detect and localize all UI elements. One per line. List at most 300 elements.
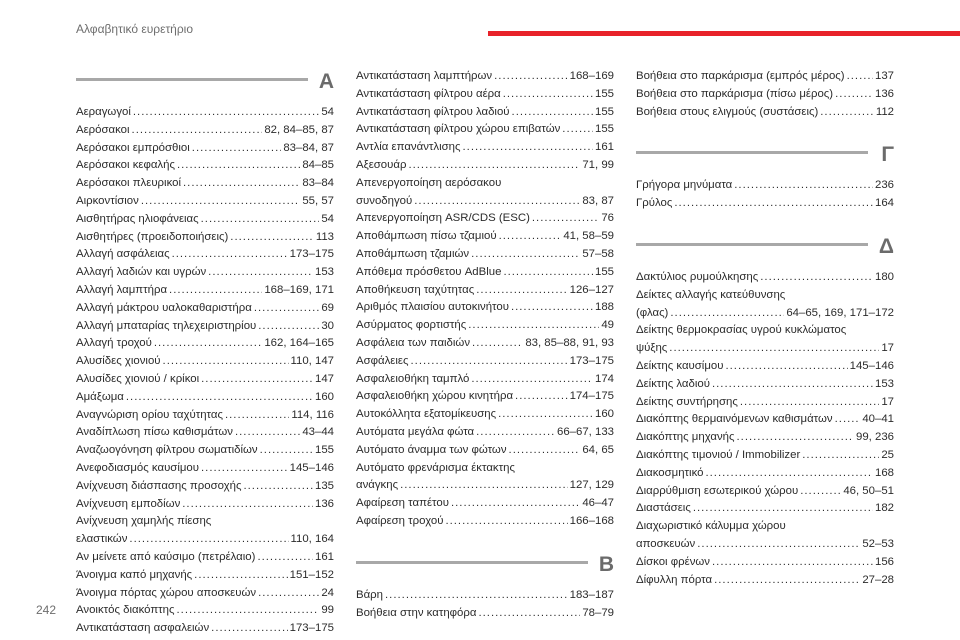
index-entry bbox=[76, 602, 334, 620]
entry-line bbox=[76, 353, 334, 371]
entry-pages[interactable]: 236 bbox=[874, 179, 894, 192]
entry-line bbox=[356, 104, 614, 122]
entry-term: Αισθητήρες (προειδοποιήσεις) bbox=[76, 230, 229, 243]
entry-pages[interactable]: 83–84, 87 bbox=[283, 141, 334, 154]
entry-pages[interactable]: 110, 147 bbox=[290, 355, 334, 368]
entry-line bbox=[636, 104, 894, 122]
entry-pages[interactable]: 168–169 bbox=[569, 70, 614, 82]
entry-line bbox=[76, 602, 334, 620]
entry-term: (φλας) bbox=[636, 306, 669, 319]
entry-term: Αφαίρεση ταπέτου bbox=[356, 497, 449, 510]
index-entry bbox=[636, 483, 894, 501]
leader-dots bbox=[471, 246, 580, 264]
entry-pages[interactable]: 52–53 bbox=[862, 537, 894, 550]
index-entry bbox=[76, 567, 334, 585]
index-entry bbox=[76, 620, 334, 638]
index-entry bbox=[76, 318, 334, 336]
entry-term: Ανίχνευση χαμηλής πίεσης bbox=[76, 515, 212, 528]
entry-term: Δείκτης καυσίμου bbox=[636, 359, 724, 372]
entry-term: Διακόπτης μηχανής bbox=[636, 431, 735, 444]
entry-pages[interactable]: 155 bbox=[314, 444, 334, 457]
leader-dots bbox=[385, 587, 568, 605]
entry-line bbox=[636, 429, 894, 447]
leader-dots bbox=[201, 460, 288, 478]
index-entry bbox=[356, 282, 614, 300]
entry-pages[interactable]: 113 bbox=[315, 230, 334, 243]
leader-dots bbox=[712, 554, 873, 572]
index-entry bbox=[76, 140, 334, 158]
entry-pages[interactable]: 136 bbox=[874, 87, 894, 100]
index-entry bbox=[76, 585, 334, 603]
entry-pages[interactable]: 84–85 bbox=[302, 159, 334, 172]
entry-term: Ασφαλειοθήκη ταμπλό bbox=[356, 372, 470, 385]
entry-pages[interactable]: 54 bbox=[321, 106, 334, 118]
index-entry bbox=[356, 605, 614, 623]
section-heading bbox=[636, 233, 894, 267]
entry-pages[interactable]: 174 bbox=[594, 372, 614, 385]
entry-pages[interactable]: 27–28 bbox=[862, 573, 894, 586]
index-entry bbox=[356, 513, 614, 531]
section-rule bbox=[636, 243, 868, 246]
index-entry bbox=[356, 388, 614, 406]
index-entry bbox=[76, 424, 334, 442]
index-entry bbox=[356, 175, 614, 211]
entry-pages[interactable]: 112 bbox=[875, 105, 894, 118]
index-entry bbox=[76, 389, 334, 407]
leader-dots bbox=[258, 318, 319, 336]
entry-pages[interactable]: 17 bbox=[881, 342, 894, 355]
entry-term: Ασφάλειες bbox=[356, 354, 409, 367]
entry-term: Αντικατάσταση φίλτρου αέρα bbox=[356, 87, 501, 100]
entry-term: Ανεφοδιασμός καυσίμου bbox=[76, 461, 199, 474]
entry-term: Αλλαγή λαμπτήρα bbox=[76, 283, 168, 296]
leader-dots bbox=[835, 411, 861, 429]
index-entry bbox=[76, 229, 334, 247]
entry-pages[interactable]: 76 bbox=[601, 212, 614, 225]
entry-line bbox=[76, 246, 334, 264]
leader-dots bbox=[478, 605, 580, 623]
section-letter: Δ bbox=[878, 234, 894, 258]
entry-line bbox=[76, 620, 334, 638]
leader-dots bbox=[693, 500, 873, 518]
entry-pages[interactable]: 71, 99 bbox=[582, 158, 614, 171]
entry-term: Γρήγορα μηνύματα bbox=[636, 179, 733, 192]
index-column-2 bbox=[356, 68, 614, 622]
entry-term: Αερόσακοι κεφαλής bbox=[76, 159, 175, 172]
entry-pages[interactable]: 83–84 bbox=[302, 177, 334, 190]
entry-term: Αποθάμπωση πίσω τζαμιού bbox=[356, 230, 497, 243]
index-entry bbox=[356, 424, 614, 442]
entry-pages[interactable]: 46, 50–51 bbox=[843, 484, 894, 497]
leader-dots bbox=[201, 211, 320, 229]
entry-line bbox=[356, 175, 614, 193]
entry-line bbox=[76, 442, 334, 460]
index-entry bbox=[76, 157, 334, 175]
entry-pages[interactable]: 64–65, 169, 171–172 bbox=[786, 306, 894, 319]
entry-line bbox=[356, 282, 614, 300]
entry-pages[interactable]: 145–146 bbox=[289, 461, 334, 474]
index-entry bbox=[76, 407, 334, 425]
entry-term: Αντλία επανάντλισης bbox=[356, 141, 461, 154]
section-rule bbox=[76, 78, 308, 81]
entry-pages[interactable]: 110, 164 bbox=[290, 533, 334, 546]
entry-line bbox=[356, 406, 614, 424]
leader-dots bbox=[494, 68, 568, 86]
section-spacer bbox=[636, 213, 894, 233]
entry-pages[interactable]: 168–169, 171 bbox=[264, 283, 334, 296]
index-entry bbox=[76, 496, 334, 514]
entry-pages[interactable]: 99, 236 bbox=[855, 431, 894, 444]
entry-pages[interactable]: 160 bbox=[314, 390, 334, 403]
entry-line bbox=[356, 86, 614, 104]
entry-pages[interactable]: 153 bbox=[874, 377, 894, 390]
entry-pages[interactable]: 162, 164–165 bbox=[264, 337, 334, 350]
entry-term: Αντικατάσταση φίλτρου χώρου επιβατών bbox=[356, 123, 561, 136]
entry-pages[interactable]: 145–146 bbox=[849, 359, 894, 372]
entry-pages[interactable]: 40–41 bbox=[862, 413, 894, 426]
leader-dots bbox=[725, 358, 847, 376]
entry-term: Άνοιγμα πόρτας χώρου αποσκευών bbox=[76, 586, 257, 599]
entry-line bbox=[636, 86, 894, 104]
entry-term: Ασύρματος φορτιστής bbox=[356, 319, 467, 332]
entry-term: Βοήθεια στους ελιγμούς (συστάσεις) bbox=[636, 105, 819, 118]
entry-line bbox=[356, 210, 614, 228]
entry-pages[interactable]: 57–58 bbox=[582, 247, 614, 260]
entry-term: Αποθήκευση ταχύτητας bbox=[356, 283, 475, 296]
leader-dots bbox=[740, 394, 879, 412]
entry-line bbox=[76, 460, 334, 478]
index-entry bbox=[636, 394, 894, 412]
entry-pages[interactable]: 180 bbox=[874, 270, 894, 283]
entry-line bbox=[76, 371, 334, 389]
entry-term: ελαστικών bbox=[76, 533, 128, 546]
index-entry bbox=[636, 86, 894, 104]
index-entry bbox=[356, 460, 614, 496]
index-column-1 bbox=[76, 68, 334, 638]
leader-dots bbox=[515, 388, 568, 406]
entry-pages[interactable]: 137 bbox=[874, 70, 894, 82]
entry-pages[interactable]: 17 bbox=[881, 395, 894, 408]
entry-pages[interactable]: 151–152 bbox=[289, 568, 334, 581]
leader-dots bbox=[257, 549, 313, 567]
index-entry bbox=[356, 246, 614, 264]
entry-pages[interactable]: 160 bbox=[594, 408, 614, 421]
section-letter: B bbox=[598, 552, 614, 576]
entry-pages[interactable]: 127, 129 bbox=[569, 479, 614, 492]
entry-term: ανάγκης bbox=[356, 479, 399, 492]
index-entry bbox=[356, 104, 614, 122]
entry-pages[interactable]: 183–187 bbox=[569, 588, 614, 601]
entry-pages[interactable]: 30 bbox=[321, 319, 334, 332]
entry-term: Αλυσίδες χιονιού bbox=[76, 355, 161, 368]
entry-pages[interactable]: 49 bbox=[601, 319, 614, 332]
entry-line bbox=[356, 139, 614, 157]
leader-dots bbox=[734, 177, 873, 195]
entry-line bbox=[76, 264, 334, 282]
leader-dots bbox=[847, 68, 873, 86]
entry-term: Αυτόματο άναμμα των φώτων bbox=[356, 443, 507, 456]
entry-pages[interactable]: 153 bbox=[314, 266, 334, 279]
leader-dots bbox=[670, 305, 784, 323]
index-entry bbox=[636, 411, 894, 429]
index-entry bbox=[636, 554, 894, 572]
entry-term: Αντικατάσταση φίλτρου λαδιού bbox=[356, 105, 510, 118]
leader-dots bbox=[697, 536, 860, 554]
entry-term: Ασφαλειοθήκη χώρου κινητήρα bbox=[356, 390, 514, 403]
entry-term: Δίσκοι φρένων bbox=[636, 555, 710, 568]
leader-dots bbox=[760, 269, 873, 287]
index-entry bbox=[356, 353, 614, 371]
section-spacer bbox=[636, 121, 894, 141]
entry-term: Αιρκοντίσιον bbox=[76, 194, 139, 207]
index-entry bbox=[636, 177, 894, 195]
entry-line bbox=[636, 554, 894, 572]
entry-line bbox=[76, 140, 334, 158]
entry-line bbox=[636, 376, 894, 394]
leader-dots bbox=[820, 104, 874, 122]
entry-pages[interactable]: 155 bbox=[594, 105, 614, 118]
entry-term: Βοήθεια στο παρκάρισμα (εμπρός μέρος) bbox=[636, 70, 845, 82]
entry-line bbox=[356, 335, 614, 353]
entry-line bbox=[356, 513, 614, 531]
entry-term: Απενεργοποίηση ASR/CDS (ESC) bbox=[356, 212, 530, 225]
leader-dots bbox=[451, 495, 580, 513]
entry-term: Ανίχνευση εμποδίων bbox=[76, 497, 181, 510]
index-entry bbox=[76, 122, 334, 140]
entry-term: Δακτύλιος ρυμούλκησης bbox=[636, 270, 759, 283]
entry-line bbox=[636, 322, 894, 340]
entry-pages[interactable]: 46–47 bbox=[582, 497, 614, 510]
leader-dots bbox=[476, 424, 555, 442]
entry-term: Άνοιγμα καπό μηχανής bbox=[76, 568, 193, 581]
entry-term: Αερόσακοι bbox=[76, 123, 130, 136]
entry-line bbox=[356, 157, 614, 175]
page-header-title: Αλφαβητικό ευρετήριο bbox=[76, 22, 194, 36]
entry-line bbox=[636, 536, 894, 554]
entry-pages[interactable]: 78–79 bbox=[582, 606, 614, 619]
entry-line bbox=[76, 478, 334, 496]
leader-dots bbox=[177, 157, 300, 175]
entry-line bbox=[76, 318, 334, 336]
leader-dots bbox=[260, 442, 313, 460]
index-entry bbox=[636, 322, 894, 358]
leader-dots bbox=[163, 353, 289, 371]
entry-line bbox=[636, 572, 894, 590]
entry-pages[interactable]: 188 bbox=[594, 301, 614, 314]
entry-pages[interactable]: 173–175 bbox=[289, 622, 334, 635]
index-entry bbox=[356, 371, 614, 389]
entry-line bbox=[356, 246, 614, 264]
entry-line bbox=[356, 388, 614, 406]
index-entry bbox=[636, 287, 894, 323]
entry-term: Αισθητήρας ηλιοφάνειας bbox=[76, 212, 199, 225]
entry-line bbox=[356, 317, 614, 335]
entry-term: Αντικατάσταση ασφαλειών bbox=[76, 622, 210, 635]
entry-line bbox=[636, 447, 894, 465]
entry-pages[interactable]: 24 bbox=[321, 586, 334, 599]
leader-dots bbox=[736, 429, 854, 447]
entry-pages[interactable]: 156 bbox=[874, 555, 894, 568]
leader-dots bbox=[192, 140, 282, 158]
entry-pages[interactable]: 83, 87 bbox=[582, 194, 614, 207]
index-entry bbox=[76, 264, 334, 282]
leader-dots bbox=[462, 139, 593, 157]
entry-term: αποσκευών bbox=[636, 537, 696, 550]
entry-line bbox=[356, 68, 614, 86]
entry-pages[interactable]: 82, 84–85, 87 bbox=[264, 123, 334, 136]
index-entry bbox=[636, 376, 894, 394]
entry-pages[interactable]: 164 bbox=[874, 197, 894, 210]
entry-term: Διαρρύθμιση εσωτερικού χώρου bbox=[636, 484, 799, 497]
leader-dots bbox=[471, 371, 593, 389]
entry-term: Αναγνώριση ορίου ταχύτητας bbox=[76, 408, 223, 421]
index-entry bbox=[636, 68, 894, 86]
section-letter: A bbox=[318, 70, 334, 93]
entry-term: Αποθάμπωση τζαμιών bbox=[356, 247, 470, 260]
entry-line bbox=[76, 229, 334, 247]
entry-line bbox=[356, 193, 614, 211]
entry-pages[interactable]: 161 bbox=[314, 550, 334, 563]
index-entry bbox=[76, 282, 334, 300]
entry-pages[interactable]: 155 bbox=[594, 87, 614, 100]
index-entry bbox=[356, 264, 614, 282]
entry-pages[interactable]: 135 bbox=[314, 479, 334, 492]
entry-line bbox=[76, 157, 334, 175]
leader-dots bbox=[532, 210, 599, 228]
entry-term: Απόθεμα πρόσθετου AdBlue bbox=[356, 265, 502, 278]
entry-line bbox=[636, 68, 894, 86]
entry-line bbox=[356, 264, 614, 282]
entry-term: Βάρη bbox=[356, 588, 383, 601]
entry-pages[interactable]: 173–175 bbox=[289, 248, 334, 261]
entry-term: Δείκτης θερμοκρασίας υγρού κυκλώματος bbox=[636, 324, 847, 337]
leader-dots bbox=[714, 572, 860, 590]
index-entry bbox=[76, 193, 334, 211]
entry-line bbox=[636, 340, 894, 358]
entry-line bbox=[76, 389, 334, 407]
index-entry bbox=[636, 518, 894, 554]
entry-term: Διαχωριστικό κάλυμμα χώρου bbox=[636, 520, 786, 533]
index-entry bbox=[636, 465, 894, 483]
entry-pages[interactable]: 43–44 bbox=[302, 426, 334, 439]
index-entry bbox=[356, 121, 614, 139]
entry-term: Ανίχνευση διάσπασης προσοχής bbox=[76, 479, 242, 492]
entry-line bbox=[76, 335, 334, 353]
leader-dots bbox=[511, 299, 593, 317]
entry-pages[interactable]: 69 bbox=[321, 301, 334, 314]
leader-dots bbox=[674, 195, 873, 213]
section-rule bbox=[356, 561, 588, 564]
entry-term: Αφαίρεση τροχού bbox=[356, 514, 444, 527]
entry-pages[interactable]: 54 bbox=[321, 212, 334, 225]
index-entry bbox=[76, 442, 334, 460]
entry-line bbox=[636, 177, 894, 195]
entry-line bbox=[636, 518, 894, 536]
index-entry bbox=[356, 406, 614, 424]
entry-line bbox=[76, 122, 334, 140]
entry-pages[interactable]: 166–168 bbox=[569, 514, 614, 527]
entry-pages[interactable]: 155 bbox=[594, 123, 614, 136]
entry-term: Διαστάσεις bbox=[636, 502, 691, 515]
index-entry bbox=[76, 549, 334, 567]
leader-dots bbox=[562, 121, 593, 139]
index-entry bbox=[356, 495, 614, 513]
leader-dots bbox=[258, 585, 319, 603]
entry-line bbox=[636, 287, 894, 305]
entry-pages[interactable]: 99 bbox=[321, 604, 334, 617]
entry-pages[interactable]: 114, 116 bbox=[291, 408, 334, 421]
index-entry bbox=[636, 572, 894, 590]
entry-pages[interactable]: 55, 57 bbox=[302, 194, 334, 207]
entry-line bbox=[356, 299, 614, 317]
leader-dots bbox=[414, 193, 580, 211]
entry-term: ψύξης bbox=[636, 342, 668, 355]
entry-pages[interactable]: 182 bbox=[874, 502, 894, 515]
entry-line bbox=[356, 477, 614, 495]
entry-pages[interactable]: 168 bbox=[874, 466, 894, 479]
entry-pages[interactable]: 66–67, 133 bbox=[556, 425, 614, 438]
entry-pages[interactable]: 64, 65 bbox=[582, 443, 614, 456]
index-entry bbox=[636, 447, 894, 465]
entry-line bbox=[76, 193, 334, 211]
leader-dots bbox=[669, 340, 879, 358]
leader-dots bbox=[183, 175, 300, 193]
leader-dots bbox=[503, 86, 593, 104]
leader-dots bbox=[498, 406, 593, 424]
leader-dots bbox=[133, 104, 319, 122]
index-entry bbox=[76, 335, 334, 353]
entry-term: Αεραγωγοί bbox=[76, 106, 131, 118]
entry-line bbox=[636, 195, 894, 213]
index-entry bbox=[356, 317, 614, 335]
entry-term: Αριθμός πλαισίου αυτοκινήτου bbox=[356, 301, 509, 314]
index-entry bbox=[76, 353, 334, 371]
section-heading bbox=[636, 141, 894, 175]
entry-pages[interactable]: 155 bbox=[594, 265, 614, 278]
leader-dots bbox=[254, 300, 320, 318]
entry-line bbox=[76, 424, 334, 442]
entry-pages[interactable]: 126–127 bbox=[569, 283, 614, 296]
entry-line bbox=[636, 483, 894, 501]
entry-pages[interactable]: 41, 58–59 bbox=[563, 230, 614, 243]
entry-line bbox=[356, 353, 614, 371]
index-entry bbox=[76, 513, 334, 549]
entry-term: Ασφάλεια των παιδιών bbox=[356, 336, 471, 349]
entry-term: Αναδίπλωση πίσω καθισμάτων bbox=[76, 426, 233, 439]
leader-dots bbox=[172, 246, 288, 264]
entry-term: Αλλαγή τροχού bbox=[76, 337, 152, 350]
entry-pages[interactable]: 25 bbox=[881, 448, 894, 461]
entry-line bbox=[76, 211, 334, 229]
entry-line bbox=[356, 495, 614, 513]
entry-term: Απενεργοποίηση αερόσακου bbox=[356, 176, 502, 189]
entry-pages[interactable]: 173–175 bbox=[569, 354, 614, 367]
index-entry bbox=[356, 157, 614, 175]
entry-pages[interactable]: 161 bbox=[594, 141, 614, 154]
entry-pages[interactable]: 174–175 bbox=[569, 390, 614, 403]
header-accent-bar bbox=[488, 31, 960, 36]
section-spacer bbox=[356, 531, 614, 551]
entry-pages[interactable]: 136 bbox=[314, 497, 334, 510]
entry-term: Αντικατάσταση λαμπτήρων bbox=[356, 70, 493, 82]
entry-line bbox=[356, 587, 614, 605]
entry-pages[interactable]: 83, 85–88, 91, 93 bbox=[525, 336, 614, 349]
entry-term: Βοήθεια στο παρκάρισμα (πίσω μέρος) bbox=[636, 87, 834, 100]
entry-term: Ανοικτός διακόπτης bbox=[76, 604, 175, 617]
entry-pages[interactable]: 147 bbox=[314, 372, 334, 385]
leader-dots bbox=[194, 567, 287, 585]
entry-term: Διακόπτης θερμαινόμενων καθισμάτων bbox=[636, 413, 833, 426]
